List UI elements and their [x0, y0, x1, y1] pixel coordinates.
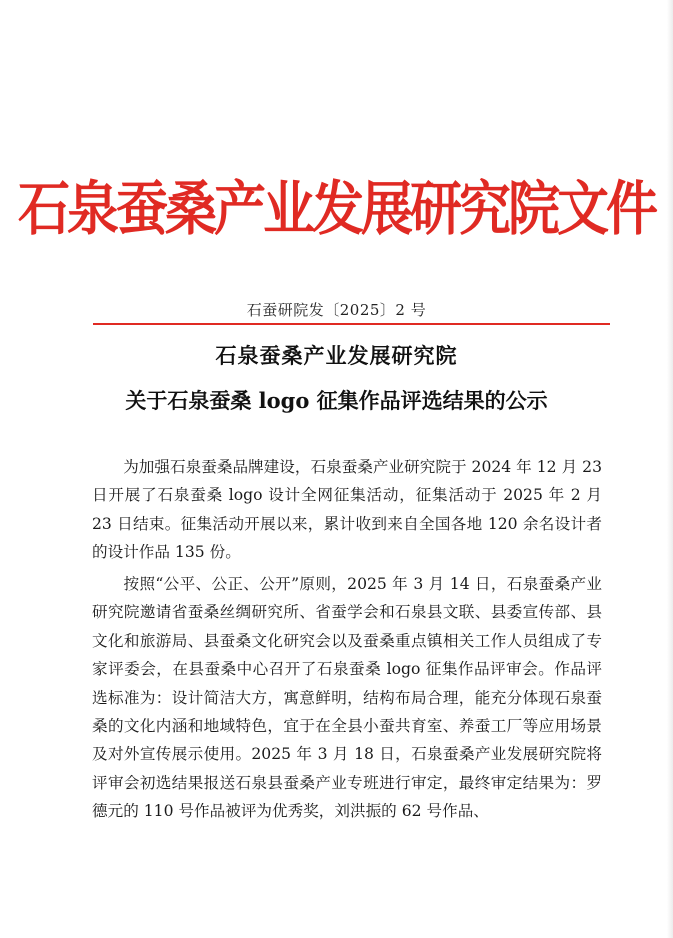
document-number: 石蚕研院发〔2025〕2 号 [246, 301, 427, 319]
notice-title-line-1: 石泉蚕桑产业发展研究院 [215, 343, 458, 368]
body-paragraph-2 [92, 570, 602, 826]
document-header-title: 石泉蚕桑产业发展研究院文件 [17, 175, 655, 244]
body-paragraph-2-text: 按照“公平、公正、公开”原则，2025 年 3 月 14 日，石泉蚕桑产业研究院邀请省蚕桑丝绸研究所、省蚕学会和石泉县文联、县委宣传部、县文化和旅游局、县蚕桑文化研究会以及蚕桑重点镇相关工作人员组成了专家评委会，在县蚕桑中心召开了石泉蚕桑 logo 征集作品评审会。作品评选标准为：设计简洁大方，寓意鲜明，结构布局合理，能充分体现石泉蚕桑的文化内涵和地域特色，宜于在全县小蚕共育室、养蚕工厂等应用场景及对外宣传展示使用。2025 年 3 月 18 日，石泉蚕桑产业发展研究院将评审会初选结果报送石泉县蚕桑产业专班进行审定，最终审定结果为：罗德元的 110 号作品被评为优秀奖，刘洪振的 62 号作品、 [92, 575, 602, 821]
notice-title-line-2: 关于石泉蚕桑 logo 征集作品评选结果的公示 [125, 388, 548, 413]
header-divider-rule [93, 323, 610, 325]
body-paragraph-1-text: 为加强石泉蚕桑品牌建设，石泉蚕桑产业研究院于 2024 年 12 月 23 日开展了石泉蚕桑 logo 设计全网征集活动，征集活动于 2025 年 2 月 23 日结束。征集活动开展以来，累计收到来自全国各地 120 余名设计者的设计作品 135 份。 [92, 458, 602, 562]
body-paragraph-1 [92, 453, 602, 567]
page-edge-shadow [667, 0, 673, 938]
